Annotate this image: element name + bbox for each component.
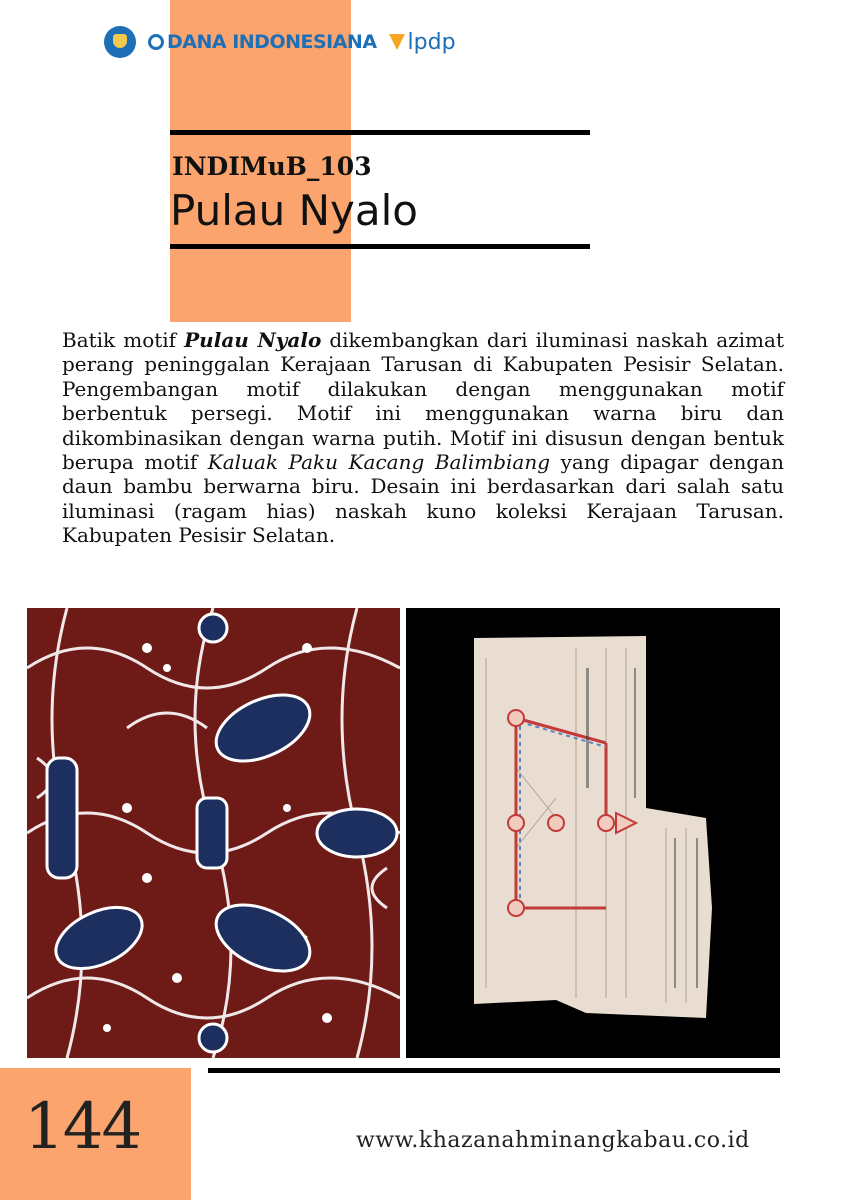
footer-rule xyxy=(208,1068,780,1073)
page-number: 144 xyxy=(24,1090,141,1164)
motif-reference: Kaluak Paku Kacang Balimbiang xyxy=(207,450,551,475)
entry-code: INDIMuB_103 xyxy=(172,152,372,181)
motif-name: Pulau Nyalo xyxy=(184,328,322,352)
description-part-3: yang dipagar dengan daun bambu berwarna biru. Desain ini berdasarkan dari salah satu iluminasi (ragam hias) naskah kuno koleksi Kerajaan Tarusan. Kabupaten Pesisir Selatan. xyxy=(62,450,784,548)
manuscript-image xyxy=(406,608,780,1058)
batik-pattern-image xyxy=(27,608,400,1058)
sponsor-logos xyxy=(104,24,456,60)
dana-mark-icon xyxy=(148,34,164,50)
description-paragraph xyxy=(62,328,784,548)
website-link[interactable]: www.khazanahminangkabau.co.id xyxy=(356,1128,750,1153)
description-part-2: dikembangkan dari iluminasi naskah azimat perang peninggalan Kerajaan Tarusan di Kabupaten Pesisir Selatan. Pengembangan motif dilakukan dengan menggunakan motif berbentuk persegi. Motif ini menggunakan warna biru dan dikombinasikan dengan warna putih. Motif ini disusun dengan bentuk berupa motif xyxy=(62,328,784,475)
lpdp-mark-icon xyxy=(389,34,405,50)
dana-indonesiana-logo xyxy=(148,31,377,53)
kemdikbud-logo-icon xyxy=(104,26,136,58)
title-bottom-rule xyxy=(170,244,590,249)
entry-title: Pulau Nyalo xyxy=(170,186,418,235)
dana-logo-text: DANA INDONESIANA xyxy=(167,31,377,53)
lpdp-logo xyxy=(389,30,456,55)
title-top-rule xyxy=(170,130,590,135)
description-part-1: Batik motif xyxy=(62,328,185,352)
lpdp-logo-text: lpdp xyxy=(407,29,456,55)
